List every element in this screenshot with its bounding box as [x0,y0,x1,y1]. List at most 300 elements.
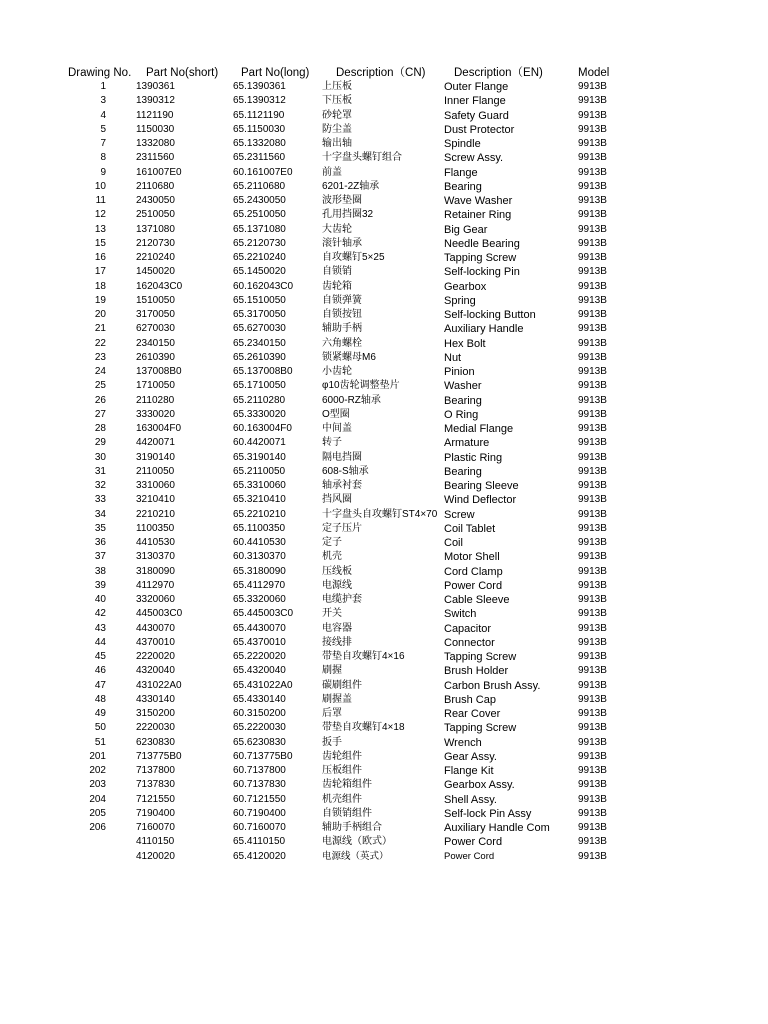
part-no-long-cell: 65.4320040 [233,665,286,677]
drawing-no-cell: 24 [94,366,106,377]
part-no-short-cell: 3170050 [136,309,175,320]
description-cn-cell: 齿轮箱 [322,280,352,292]
description-cn-cell: 锁紧螺母M6 [322,351,376,363]
part-no-short-cell: 3190140 [136,451,175,463]
model-cell: 9913B [578,608,607,620]
description-cn-cell: 十字盘头螺钉组合 [322,152,402,164]
description-cn-cell: 轴承衬套 [322,480,362,491]
drawing-no-cell: 50 [94,722,106,734]
description-cn-cell: 滚针轴承 [322,237,362,249]
description-en-cell: Capacitor [444,622,492,635]
part-no-long-cell: 65.4330140 [233,693,286,705]
part-no-long-cell: 65.2110280 [233,394,286,406]
description-en-cell: Self-locking Button [444,309,536,321]
table-row [0,237,768,251]
part-no-short-cell: 4370010 [136,636,175,648]
part-no-long-cell: 65.2210210 [233,508,286,520]
part-no-long-cell: 65.2110050 [233,465,286,477]
model-cell: 9913B [578,579,607,591]
drawing-no-cell: 32 [94,480,106,491]
part-no-short-cell: 7190400 [136,807,175,819]
part-no-short-cell: 1450020 [136,266,175,278]
drawing-no-cell: 34 [94,508,106,520]
model-cell: 9913B [578,722,607,734]
part-no-long-cell: 65.4110150 [233,836,286,848]
description-en-cell: Tapping Screw [444,651,517,663]
part-no-short-cell: 7121550 [136,793,175,805]
part-no-long-cell: 65.2220020 [233,651,286,662]
description-en-cell: Brush Cap [444,693,496,706]
description-en-cell: Coil [444,537,463,549]
description-cn-cell: 电缆护套 [322,594,362,605]
parts-table-body [0,80,768,864]
description-en-cell: Dust Protector [444,123,515,136]
model-cell: 9913B [578,309,607,320]
description-cn-cell: 电容器 [322,622,352,634]
description-cn-cell: 608-S轴承 [322,465,369,477]
model-cell: 9913B [578,437,607,449]
table-row [0,565,768,579]
drawing-no-cell: 4 [100,109,106,121]
description-cn-cell: 十字盘头自攻螺钉ST4×70 [322,508,438,520]
table-row [0,465,768,479]
part-no-long-cell: 65.4430070 [233,622,286,634]
table-row [0,508,768,522]
model-cell: 9913B [578,337,607,349]
description-en-cell: Gearbox [444,280,487,293]
part-no-short-cell: 7137830 [136,779,175,791]
part-no-short-cell: 1121190 [136,109,174,121]
description-en-cell: Tapping Screw [444,252,517,264]
drawing-no-cell: 19 [94,294,106,306]
drawing-no-cell: 1 [100,81,106,92]
description-cn-cell: 带垫自攻螺钉4×16 [322,651,405,662]
part-no-long-cell: 65.1100350 [233,522,286,534]
part-no-short-cell: 2110280 [136,394,175,406]
header-part-no-short: Part No(short) [146,67,219,79]
description-cn-cell: 小齿轮 [322,366,352,377]
drawing-no-cell: 31 [94,465,106,477]
drawing-no-cell: 49 [94,708,106,719]
drawing-no-cell: 51 [94,736,106,748]
part-no-long-cell: 65.2110680 [233,180,286,192]
drawing-no-cell: 45 [94,651,106,662]
description-en-cell: Brush Holder [444,665,509,678]
model-cell: 9913B [578,765,607,776]
part-no-long-cell: 65.445003C0 [233,608,294,620]
drawing-no-cell: 16 [94,252,106,263]
description-en-cell: Gear Assy. [444,750,497,763]
header-description-en: Description（EN) [454,67,543,79]
part-no-long-cell: 65.2340150 [233,337,286,349]
drawing-no-cell: 33 [94,494,106,506]
description-en-cell: Safety Guard [444,109,509,122]
drawing-no-cell: 12 [94,209,106,221]
model-cell: 9913B [578,850,607,862]
part-no-long-cell: 65.2210240 [233,252,286,263]
part-no-long-cell: 60.7121550 [233,793,286,805]
description-en-cell: Connector [444,636,495,649]
part-no-short-cell: 1150030 [136,123,175,135]
part-no-long-cell: 65.2120730 [233,237,286,249]
drawing-no-cell: 22 [94,337,106,349]
part-no-short-cell: 6230830 [136,736,175,748]
description-en-cell: Pinion [444,366,475,378]
model-cell: 9913B [578,423,607,434]
part-no-short-cell: 3330020 [136,408,175,420]
model-cell: 9913B [578,323,607,335]
part-no-short-cell: 137008B0 [136,366,182,377]
table-row [0,408,768,422]
model-cell: 9913B [578,180,607,192]
description-en-cell: Medial Flange [444,423,514,435]
table-row [0,94,768,108]
table-row [0,593,768,607]
table-row [0,607,768,621]
drawing-no-cell: 18 [94,280,106,292]
table-row [0,493,768,507]
description-cn-cell: 自锁弹簧 [322,294,362,306]
part-no-long-cell: 65.3170050 [233,309,286,320]
part-no-short-cell: 3180090 [136,565,175,577]
part-no-long-cell: 65.2610390 [233,351,286,363]
part-no-short-cell: 2430050 [136,195,175,206]
part-no-long-cell: 65.1450020 [233,266,286,278]
drawing-no-cell: 206 [89,822,106,833]
part-no-short-cell: 3150200 [136,708,175,719]
part-no-long-cell: 60.3130370 [233,551,286,563]
table-row [0,166,768,180]
part-no-short-cell: 163004F0 [136,423,182,434]
part-no-short-cell: 7137800 [136,765,175,776]
table-row [0,351,768,365]
drawing-no-cell: 9 [100,166,106,178]
description-cn-cell: 机壳组件 [322,793,362,805]
table-row [0,679,768,693]
description-cn-cell: 定子 [322,537,342,548]
description-cn-cell: 孔用挡圈32 [322,209,374,221]
part-no-short-cell: 7160070 [136,822,175,833]
part-no-short-cell: 1710050 [136,380,175,392]
description-en-cell: Big Gear [444,223,488,236]
drawing-no-cell: 203 [89,779,106,791]
table-row [0,835,768,849]
description-cn-cell: 自攻螺钉5×25 [322,252,385,263]
description-en-cell: Wind Deflector [444,494,517,507]
table-row [0,322,768,336]
part-no-short-cell: 2610390 [136,351,175,363]
model-cell: 9913B [578,494,607,506]
table-row [0,750,768,764]
table-row [0,265,768,279]
drawing-no-cell: 39 [94,579,106,591]
part-no-short-cell: 2210240 [136,252,175,263]
table-row [0,137,768,151]
header-model: Model [578,67,610,79]
drawing-no-cell: 17 [94,266,106,278]
description-en-cell: Flange [444,166,478,179]
table-row [0,436,768,450]
table-row [0,337,768,351]
drawing-no-cell: 202 [89,765,106,776]
table-row [0,422,768,436]
part-no-short-cell: 6270030 [136,323,175,335]
description-cn-cell: 自锁按钮 [322,309,362,320]
description-cn-cell: 挡风圈 [322,494,352,506]
description-en-cell: Armature [444,437,490,450]
part-no-short-cell: 3130370 [136,551,175,563]
description-cn-cell: 波形垫圈 [322,195,362,206]
description-cn-cell: 开关 [322,608,342,620]
table-row [0,807,768,821]
part-no-short-cell: 1390312 [136,95,175,107]
drawing-no-cell: 10 [94,180,106,192]
description-cn-cell: 电源线（英式） [322,850,389,862]
part-no-short-cell: 3210410 [136,494,175,506]
description-cn-cell: 带垫自攻螺钉4×18 [322,722,405,734]
table-row [0,522,768,536]
part-no-short-cell: 4410530 [136,537,175,548]
part-no-long-cell: 65.1121190 [233,109,285,121]
part-no-long-cell: 60.7137800 [233,765,286,776]
description-en-cell: Flange Kit [444,765,494,777]
description-cn-cell: 砂轮罩 [322,109,352,121]
part-no-long-cell: 65.3310060 [233,480,286,491]
part-no-short-cell: 2120730 [136,237,175,249]
table-row [0,636,768,650]
description-cn-cell: 自锁销组件 [322,807,372,819]
description-en-cell: Plastic Ring [444,451,503,464]
description-cn-cell: 隔电挡圈 [322,451,362,463]
part-no-short-cell: 2220030 [136,722,175,734]
part-no-long-cell: 65.6270030 [233,323,286,335]
description-en-cell: Bearing Sleeve [444,480,519,492]
model-cell: 9913B [578,708,607,719]
description-en-cell: Hex Bolt [444,337,486,350]
description-en-cell: Nut [444,351,462,364]
drawing-no-cell: 205 [89,807,106,819]
description-en-cell: Self-lock Pin Assy [444,807,532,820]
part-no-short-cell: 4112970 [136,579,175,591]
part-no-long-cell: 60.4410530 [233,537,286,548]
part-no-short-cell: 1100350 [136,522,175,534]
drawing-no-cell: 43 [94,622,106,634]
model-cell: 9913B [578,522,607,534]
table-row [0,180,768,194]
table-row [0,294,768,308]
description-cn-cell: 刷握 [322,665,342,677]
drawing-no-cell: 13 [94,223,106,235]
model-cell: 9913B [578,651,607,662]
description-cn-cell: 六角螺栓 [322,337,362,349]
description-cn-cell: 自锁销 [322,266,352,278]
model-cell: 9913B [578,565,607,577]
description-en-cell: Power Cord [444,850,495,862]
model-cell: 9913B [578,394,607,406]
description-en-cell: Screw Assy. [444,152,504,165]
model-cell: 9913B [578,280,607,292]
model-cell: 9913B [578,465,607,477]
model-cell: 9913B [578,822,607,833]
description-cn-cell: 辅助手柄组合 [322,822,382,833]
part-no-short-cell: 713775B0 [136,750,182,762]
model-cell: 9913B [578,551,607,563]
part-no-long-cell: 60.161007E0 [233,166,293,178]
part-no-short-cell: 4110150 [136,836,175,848]
part-no-short-cell: 3310060 [136,480,175,491]
model-cell: 9913B [578,351,607,363]
description-en-cell: Outer Flange [444,81,509,93]
model-cell: 9913B [578,237,607,249]
drawing-no-cell: 3 [100,95,106,107]
model-cell: 9913B [578,736,607,748]
part-no-long-cell: 60.7137830 [233,779,286,791]
description-cn-cell: 防尘盖 [322,123,352,135]
description-en-cell: Carbon Brush Assy. [444,679,541,692]
description-cn-cell: O型圈 [322,408,350,420]
table-row [0,721,768,735]
part-no-short-cell: 2340150 [136,337,175,349]
description-en-cell: Retainer Ring [444,209,512,222]
description-en-cell: O Ring [444,408,479,421]
description-en-cell: Washer [444,380,482,393]
part-no-long-cell: 65.137008B0 [233,366,293,377]
model-cell: 9913B [578,537,607,548]
model-cell: 9913B [578,95,607,107]
description-cn-cell: 机壳 [322,551,342,563]
description-cn-cell: 转子 [322,437,342,449]
description-cn-cell: 输出轴 [322,138,352,149]
description-en-cell: Inner Flange [444,95,506,108]
drawing-no-cell: 37 [94,551,106,563]
part-no-long-cell: 65.4112970 [233,579,286,591]
description-cn-cell: 碳刷组件 [322,679,362,691]
part-no-short-cell: 2110050 [136,465,175,477]
model-cell: 9913B [578,636,607,648]
description-cn-cell: 扳手 [322,736,342,748]
drawing-no-cell: 28 [94,423,106,434]
model-cell: 9913B [578,380,607,392]
drawing-no-cell: 7 [100,138,106,149]
description-en-cell: Bearing [444,394,482,407]
model-cell: 9913B [578,294,607,306]
part-no-short-cell: 162043C0 [136,280,183,292]
part-no-long-cell: 60.713775B0 [233,750,293,762]
drawing-no-cell: 29 [94,437,106,449]
table-row [0,536,768,550]
header-description-cn: Description（CN) [336,67,426,79]
part-no-long-cell: 65.3190140 [233,451,286,463]
drawing-no-cell: 25 [94,380,106,392]
description-cn-cell: 刷握盖 [322,693,352,705]
model-cell: 9913B [578,622,607,634]
part-no-long-cell: 65.1371080 [233,223,286,235]
table-row [0,793,768,807]
part-no-short-cell: 4430070 [136,622,175,634]
table-row [0,664,768,678]
description-en-cell: Cord Clamp [444,565,503,578]
description-en-cell: Motor Shell [444,551,500,564]
model-cell: 9913B [578,451,607,463]
table-row [0,123,768,137]
part-no-short-cell: 4420071 [136,437,175,449]
model-cell: 9913B [578,152,607,164]
part-no-short-cell: 2110680 [136,180,175,192]
drawing-no-cell: 27 [94,408,106,420]
drawing-no-cell: 47 [94,679,106,691]
part-no-short-cell: 4320040 [136,665,175,677]
description-en-cell: Auxiliary Handle [444,323,524,336]
drawing-no-cell: 26 [94,394,106,406]
description-cn-cell: 接线排 [322,636,352,648]
model-cell: 9913B [578,665,607,677]
description-cn-cell: 6000-RZ轴承 [322,394,381,406]
description-en-cell: Cable Sleeve [444,594,510,606]
description-cn-cell: 辅助手柄 [322,323,362,335]
drawing-no-cell: 44 [94,636,106,648]
part-no-short-cell: 2210210 [136,508,175,520]
part-no-long-cell: 65.3330020 [233,408,286,420]
table-row [0,151,768,165]
description-cn-cell: 后罩 [322,708,342,719]
drawing-no-cell: 36 [94,537,106,548]
part-no-long-cell: 65.3210410 [233,494,286,506]
description-en-cell: Auxiliary Handle Com [444,822,550,834]
model-cell: 9913B [578,366,607,377]
description-cn-cell: 电源线 [322,579,352,591]
table-row [0,365,768,379]
model-cell: 9913B [578,693,607,705]
description-cn-cell: 6201-2Z轴承 [322,180,380,192]
part-no-short-cell: 1510050 [136,294,175,306]
description-cn-cell: 压板组件 [322,765,362,776]
description-en-cell: Self-locking Pin [444,266,520,279]
model-cell: 9913B [578,836,607,848]
drawing-no-cell: 48 [94,693,106,705]
table-row [0,194,768,208]
description-cn-cell: 上压板 [322,81,352,92]
part-no-long-cell: 60.162043C0 [233,280,294,292]
description-en-cell: Shell Assy. [444,793,497,806]
drawing-no-cell: 8 [100,152,106,164]
part-no-long-cell: 65.3320060 [233,594,286,605]
model-cell: 9913B [578,594,607,605]
table-row [0,778,768,792]
model-cell: 9913B [578,750,607,762]
drawing-no-cell: 38 [94,565,106,577]
part-no-long-cell: 65.3180090 [233,565,286,577]
part-no-short-cell: 2220020 [136,651,175,662]
description-cn-cell: 大齿轮 [322,223,352,235]
description-en-cell: Screw [444,508,475,521]
table-row [0,707,768,721]
drawing-no-cell: 23 [94,351,106,363]
model-cell: 9913B [578,793,607,805]
part-no-short-cell: 161007E0 [136,166,182,178]
model-cell: 9913B [578,223,607,235]
model-cell: 9913B [578,408,607,420]
model-cell: 9913B [578,252,607,263]
description-en-cell: Bearing [444,465,482,478]
model-cell: 9913B [578,123,607,135]
description-cn-cell: 中间盖 [322,423,352,434]
part-no-long-cell: 65.1150030 [233,123,286,135]
description-en-cell: Power Cord [444,579,503,592]
description-cn-cell: 压线板 [322,565,352,577]
part-no-long-cell: 65.1390312 [233,95,286,107]
table-row [0,223,768,237]
table-row [0,451,768,465]
